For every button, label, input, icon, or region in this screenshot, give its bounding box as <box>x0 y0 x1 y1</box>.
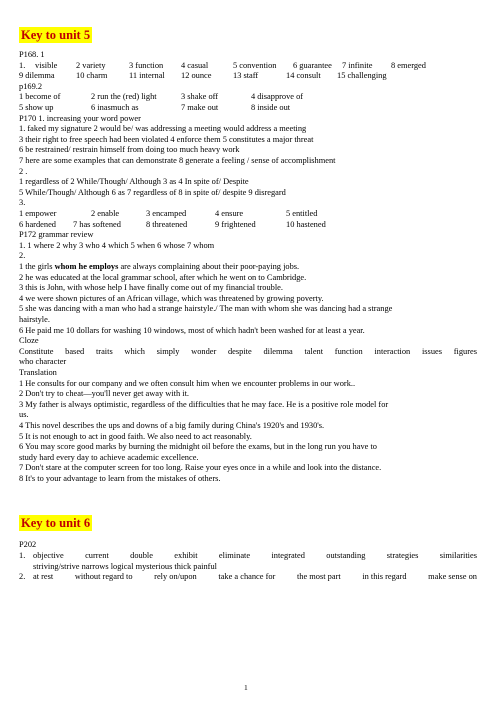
unit6-heading: Key to unit 6 <box>21 516 91 530</box>
vocab-word: eliminate <box>218 551 251 560</box>
phrase-item: without regard to <box>74 572 133 582</box>
translation-line: 4 This novel describes the ups and downs of a big family during China's 1920's and 1930's. <box>19 421 325 430</box>
ex1-word: 4 casual <box>181 60 209 70</box>
p169-label: p169.2 <box>19 81 43 91</box>
word-power-line: 3 their right to free speech had been violated 4 enforce them 5 constitutes a major threat <box>19 134 314 144</box>
phrase-item: at rest <box>33 572 54 582</box>
ex3-item: 3 encamped <box>146 209 187 218</box>
ex3-item: 1 empower <box>19 209 57 218</box>
ex3-item: 2 enable <box>91 209 120 218</box>
ex3-item: 10 hastened <box>286 219 326 229</box>
grammar-line: 2 he was educated at the local grammar school, after which he went on to Cambridge. <box>19 272 307 282</box>
translation-line: 1 He consults for our company and we often consult him when we encounter problems in our work.. <box>19 378 356 388</box>
translation-line: 6 You may score good marks by burning the midnight oil before the exams, but in the long run you have to <box>19 442 377 452</box>
cloze-label: Cloze <box>19 336 39 346</box>
grammar-text: are always complaining about their poor-paying jobs. <box>118 262 300 271</box>
grammar-line: 3 this is John, with whose help I have finally come out of my financial trouble. <box>19 283 283 293</box>
translation-line: us. <box>19 410 29 420</box>
ex1-word: 13 staff <box>233 71 259 81</box>
ex2-row2 <box>19 103 477 114</box>
document-page <box>19 0 477 702</box>
vocab-word: strategies <box>386 551 419 560</box>
ex2-item: 5 show up <box>19 103 54 112</box>
ex2-item: 8 inside out <box>251 103 291 112</box>
p202-label: P202 <box>19 540 37 549</box>
cloze-word: wonder <box>191 346 217 356</box>
vocab-word: outstanding <box>326 551 366 560</box>
phrase-item: in this regard <box>362 572 407 582</box>
word-power-line: 6 be restrained/ restrain himself from doing too much heavy work <box>19 145 240 155</box>
ex3-row2 <box>19 220 477 231</box>
translation-line: 5 It is not enough to act in good faith. We also need to act reasonably. <box>19 431 252 441</box>
ex1-num: 1. <box>19 60 26 70</box>
cloze-word: simply <box>156 346 180 356</box>
word-power-line: 1 regardless of 2 While/Though/ Although 3 as 4 In spite of/ Despite <box>19 177 249 187</box>
translation-line: 3 My father is always optimistic, regardless of the difficulties that he may face. He is a positive role model for <box>19 399 389 409</box>
vocab-word: integrated <box>271 551 305 560</box>
p172-label: P172 grammar review <box>19 230 94 240</box>
ex1-word: 9 dilemma <box>19 71 55 81</box>
ex1-word: 2 variety <box>76 60 106 70</box>
cloze-word: function <box>334 346 363 356</box>
ex3-item: 8 threatened <box>146 219 188 229</box>
cloze-word: based <box>65 346 85 356</box>
vocab-word: objective <box>33 551 64 560</box>
phrase-item: rely on/upon <box>154 572 197 582</box>
unit6-ex1-words <box>33 551 477 562</box>
grammar-bold-text: whom he employs <box>54 262 119 271</box>
ex2-item: 6 inasmuch as <box>91 103 139 112</box>
ex3-item: 5 entitled <box>286 209 318 218</box>
ex1-word: 3 function <box>129 60 164 70</box>
cloze-word: issues <box>421 346 442 356</box>
vocab-word: current <box>85 551 109 560</box>
ex1-word: 15 challenging <box>337 71 387 81</box>
ex3-row1 <box>19 209 477 220</box>
cloze-word: despite <box>227 346 252 356</box>
ex1-word: 8 emerged <box>391 60 426 70</box>
ex2-item: 2 run the (red) light <box>91 92 157 102</box>
p170-label: P170 1. increasing your word power <box>19 113 141 123</box>
cloze-word: dilemma <box>263 346 293 356</box>
vocab-word: double <box>130 551 153 560</box>
translation-line: 7 Don't stare at the computer screen for too long. Raise your eyes once in a while and look into the distance. <box>19 463 382 473</box>
ex1-word: 5 convention <box>233 60 277 70</box>
ex1-row1 <box>19 61 477 72</box>
cloze-words <box>19 347 477 358</box>
grammar-line: 6 He paid me 10 dollars for washing 10 windows, most of which hadn't been washed for at least a year. <box>19 325 365 335</box>
ex2-row1 <box>19 92 477 103</box>
translation-line: study hard every day to achieve academic excellence. <box>19 452 199 462</box>
ex1-word: 7 infinite <box>342 60 373 70</box>
list-num: 2. <box>19 572 26 582</box>
translation-line: 2 Don't try to cheat—you'll never get away with it. <box>19 389 190 399</box>
ex1-word: 11 internal <box>129 71 165 81</box>
cloze-word: which <box>124 346 145 356</box>
grammar-line: 5 she was dancing with a man who had a strange hairstyle./ The man with whom she was dancing had a strange <box>19 304 393 314</box>
cloze-word: Constitute <box>19 346 54 356</box>
ex1-word: 6 guarantee <box>293 60 332 70</box>
word-power-line: 3. <box>19 198 26 208</box>
word-power-line: 2 . <box>19 166 28 176</box>
grammar-line: hairstyle. <box>19 315 50 324</box>
ex1-word: 14 consult <box>286 71 321 81</box>
cloze-word: figures <box>453 346 477 356</box>
cloze-word: traits <box>95 346 113 356</box>
phrase-item: make sense on <box>428 572 477 582</box>
grammar-line <box>19 262 477 273</box>
vocab-word: similarities <box>439 551 477 560</box>
vocab-word: exhibit <box>174 551 198 560</box>
ex1-word: 12 ounce <box>181 71 212 81</box>
word-power-line: 1. faked my signature 2 would be/ was addressing a meeting would address a meeting <box>19 124 307 134</box>
unit6-ex2-words <box>33 572 477 583</box>
translation-label: Translation <box>19 368 57 377</box>
unit5-heading: Key to unit 5 <box>21 28 91 42</box>
p168-label: P168. 1 <box>19 50 45 59</box>
ex1-word: visible <box>35 60 58 70</box>
ex2-item: 1 become of <box>19 92 61 102</box>
ex2-item: 7 make out <box>181 103 219 112</box>
ex3-item: 9 frightened <box>215 219 256 229</box>
grammar-line: 2. <box>19 251 26 261</box>
ex1-word: 10 charm <box>76 71 108 81</box>
ex1-row2 <box>19 71 477 82</box>
cloze-word: interaction <box>374 346 411 356</box>
page-number: 1 <box>244 683 248 692</box>
ex3-item: 4 ensure <box>215 209 244 218</box>
ex3-item: 6 hardened <box>19 219 56 229</box>
cloze-word: talent <box>304 346 324 356</box>
grammar-text: 1 the girls <box>19 262 55 271</box>
phrase-item: take a chance for <box>218 572 276 582</box>
word-power-line: 7 here are some examples that can demonstrate 8 generate a feeling / sense of accomplishment <box>19 156 336 165</box>
list-num: 1. <box>19 551 26 560</box>
translation-line: 8 It's to your advantage to learn from the mistakes of others. <box>19 474 221 483</box>
cloze-line: who character <box>19 357 67 367</box>
unit6-ex1-cont: striving/strive narrows logical mysterious thick painful <box>33 561 217 571</box>
phrase-item: the most part <box>296 572 341 582</box>
ex3-item: 7 has softened <box>73 219 121 229</box>
word-power-line: 5 While/Though/ Although 6 as 7 regardless of 8 in spite of/ despite 9 disregard <box>19 187 286 197</box>
grammar-line: 4 we were shown pictures of an African village, which was threatened by growing poverty. <box>19 293 324 303</box>
ex2-item: 3 shake off <box>181 92 219 102</box>
ex2-item: 4 disapprove of <box>251 92 304 102</box>
grammar-line: 1. 1 where 2 why 3 who 4 which 5 when 6 whose 7 whom <box>19 240 215 250</box>
